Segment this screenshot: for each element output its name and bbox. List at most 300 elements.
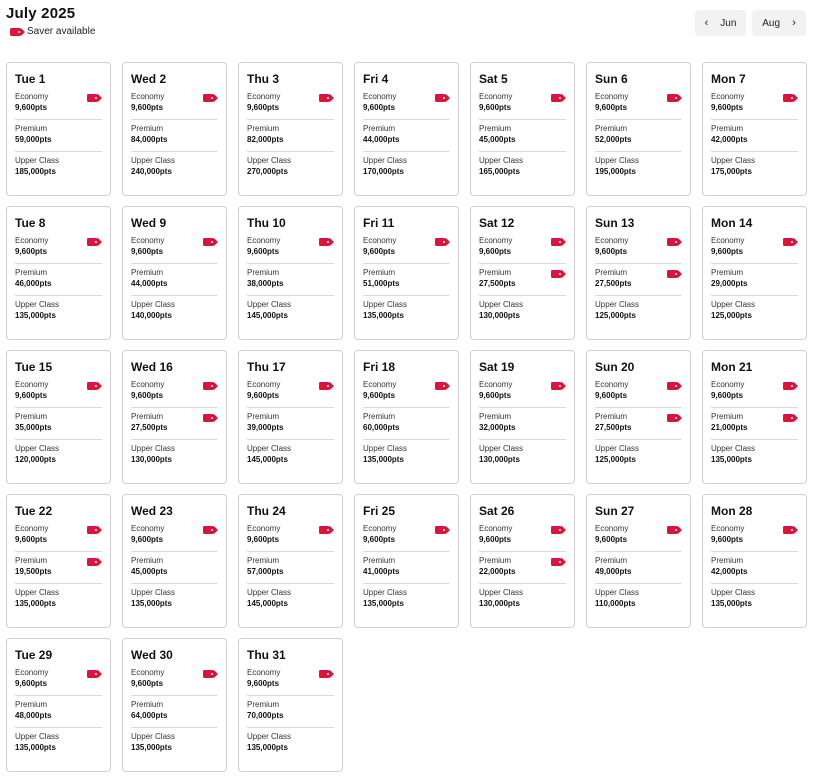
upper-class-fare[interactable] bbox=[131, 444, 218, 471]
economy-label: Economy bbox=[363, 524, 397, 533]
economy-fare[interactable] bbox=[595, 524, 682, 552]
economy-fare[interactable] bbox=[711, 236, 798, 264]
upper-class-fare[interactable] bbox=[15, 588, 102, 615]
premium-price: 44,000pts bbox=[363, 135, 400, 144]
premium-fare[interactable] bbox=[595, 124, 682, 152]
upper-class-fare[interactable] bbox=[711, 444, 798, 471]
economy-fare[interactable] bbox=[15, 668, 102, 696]
premium-fare[interactable] bbox=[479, 412, 566, 440]
premium-label: Premium bbox=[711, 556, 744, 565]
economy-label: Economy bbox=[15, 236, 49, 245]
upper-class-label: Upper Class bbox=[131, 732, 176, 741]
saver-tag-icon bbox=[551, 526, 562, 534]
upper-class-price: 145,000pts bbox=[247, 311, 288, 320]
economy-price: 9,600pts bbox=[15, 679, 48, 688]
upper-class-price: 120,000pts bbox=[15, 455, 56, 464]
upper-class-fare[interactable] bbox=[15, 156, 102, 183]
economy-price: 9,600pts bbox=[363, 391, 396, 400]
premium-price: 42,000pts bbox=[711, 567, 748, 576]
saver-tag-icon bbox=[435, 526, 446, 534]
upper-class-fare[interactable] bbox=[247, 732, 334, 759]
economy-fare[interactable] bbox=[711, 92, 798, 120]
economy-label: Economy bbox=[247, 524, 281, 533]
upper-class-fare[interactable] bbox=[131, 300, 218, 327]
upper-class-price: 130,000pts bbox=[479, 455, 520, 464]
day-card[interactable] bbox=[122, 494, 227, 628]
economy-price: 9,600pts bbox=[247, 679, 280, 688]
economy-label: Economy bbox=[15, 668, 49, 677]
day-label: Wed 23 bbox=[131, 504, 173, 518]
saver-tag-icon bbox=[667, 382, 678, 390]
upper-class-price: 125,000pts bbox=[595, 311, 636, 320]
saver-tag-icon bbox=[319, 526, 330, 534]
economy-label: Economy bbox=[247, 92, 281, 101]
premium-fare[interactable] bbox=[595, 556, 682, 584]
saver-legend-label: Saver available bbox=[27, 26, 96, 37]
upper-class-price: 135,000pts bbox=[711, 599, 752, 608]
economy-fare[interactable] bbox=[131, 236, 218, 264]
premium-price: 27,500pts bbox=[595, 423, 632, 432]
upper-class-price: 125,000pts bbox=[711, 311, 752, 320]
upper-class-label: Upper Class bbox=[363, 300, 408, 309]
day-card[interactable] bbox=[702, 62, 807, 196]
economy-fare[interactable] bbox=[363, 524, 450, 552]
saver-tag-icon bbox=[551, 238, 562, 246]
upper-class-fare[interactable] bbox=[247, 300, 334, 327]
premium-fare[interactable] bbox=[363, 412, 450, 440]
upper-class-price: 170,000pts bbox=[363, 167, 404, 176]
economy-fare[interactable] bbox=[131, 380, 218, 408]
saver-tag-icon bbox=[667, 414, 678, 422]
upper-class-price: 135,000pts bbox=[131, 599, 172, 608]
upper-class-fare[interactable] bbox=[479, 444, 566, 471]
premium-fare[interactable] bbox=[711, 412, 798, 440]
economy-label: Economy bbox=[711, 380, 745, 389]
premium-price: 82,000pts bbox=[247, 135, 284, 144]
premium-price: 59,000pts bbox=[15, 135, 52, 144]
day-label: Fri 4 bbox=[363, 72, 389, 86]
day-card[interactable] bbox=[6, 494, 111, 628]
premium-fare[interactable] bbox=[363, 556, 450, 584]
day-card[interactable] bbox=[6, 638, 111, 772]
calendar-grid bbox=[6, 62, 807, 772]
upper-class-price: 185,000pts bbox=[15, 167, 56, 176]
upper-class-label: Upper Class bbox=[479, 588, 524, 597]
premium-fare[interactable] bbox=[131, 268, 218, 296]
premium-label: Premium bbox=[131, 700, 164, 709]
economy-fare[interactable] bbox=[363, 92, 450, 120]
saver-tag-icon bbox=[783, 526, 794, 534]
day-label: Sun 27 bbox=[595, 504, 635, 518]
day-label: Fri 11 bbox=[363, 216, 395, 230]
premium-fare[interactable] bbox=[479, 124, 566, 152]
premium-label: Premium bbox=[363, 412, 396, 421]
premium-label: Premium bbox=[595, 268, 628, 277]
premium-label: Premium bbox=[595, 556, 628, 565]
premium-fare[interactable] bbox=[131, 700, 218, 728]
upper-class-price: 240,000pts bbox=[131, 167, 172, 176]
upper-class-fare[interactable] bbox=[363, 156, 450, 183]
economy-fare[interactable] bbox=[595, 236, 682, 264]
premium-label: Premium bbox=[15, 124, 48, 133]
premium-label: Premium bbox=[363, 124, 396, 133]
economy-price: 9,600pts bbox=[479, 535, 512, 544]
premium-fare[interactable] bbox=[595, 268, 682, 296]
day-card[interactable] bbox=[470, 62, 575, 196]
upper-class-label: Upper Class bbox=[363, 156, 408, 165]
upper-class-label: Upper Class bbox=[15, 300, 60, 309]
upper-class-fare[interactable] bbox=[479, 156, 566, 183]
economy-price: 9,600pts bbox=[15, 535, 48, 544]
economy-label: Economy bbox=[363, 92, 397, 101]
premium-fare[interactable] bbox=[595, 412, 682, 440]
day-card[interactable] bbox=[354, 350, 459, 484]
day-label: Tue 1 bbox=[15, 72, 46, 86]
saver-tag-icon bbox=[10, 28, 21, 36]
economy-label: Economy bbox=[595, 236, 629, 245]
economy-price: 9,600pts bbox=[479, 103, 512, 112]
saver-tag-icon bbox=[87, 558, 98, 566]
economy-fare[interactable] bbox=[363, 236, 450, 264]
day-card[interactable] bbox=[702, 350, 807, 484]
upper-class-fare[interactable] bbox=[247, 444, 334, 471]
saver-tag-icon bbox=[667, 94, 678, 102]
premium-fare[interactable] bbox=[247, 700, 334, 728]
premium-fare[interactable] bbox=[15, 412, 102, 440]
upper-class-price: 135,000pts bbox=[711, 455, 752, 464]
economy-fare[interactable] bbox=[711, 524, 798, 552]
premium-price: 21,000pts bbox=[711, 423, 748, 432]
upper-class-label: Upper Class bbox=[363, 588, 408, 597]
prev-month-label: Jun bbox=[720, 17, 737, 29]
economy-label: Economy bbox=[15, 380, 49, 389]
economy-price: 9,600pts bbox=[595, 391, 628, 400]
day-card[interactable] bbox=[702, 206, 807, 340]
day-card[interactable] bbox=[586, 206, 691, 340]
day-label: Tue 15 bbox=[15, 360, 53, 374]
upper-class-label: Upper Class bbox=[15, 732, 60, 741]
economy-price: 9,600pts bbox=[15, 391, 48, 400]
day-card[interactable] bbox=[238, 62, 343, 196]
upper-class-fare[interactable] bbox=[595, 300, 682, 327]
premium-price: 41,000pts bbox=[363, 567, 400, 576]
day-label: Sat 12 bbox=[479, 216, 515, 230]
premium-fare[interactable] bbox=[15, 124, 102, 152]
premium-price: 27,500pts bbox=[131, 423, 168, 432]
day-card[interactable] bbox=[6, 62, 111, 196]
economy-price: 9,600pts bbox=[131, 391, 164, 400]
upper-class-label: Upper Class bbox=[247, 732, 292, 741]
upper-class-fare[interactable] bbox=[15, 732, 102, 759]
premium-fare[interactable] bbox=[247, 556, 334, 584]
day-label: Sun 20 bbox=[595, 360, 635, 374]
premium-label: Premium bbox=[479, 124, 512, 133]
economy-label: Economy bbox=[711, 236, 745, 245]
premium-price: 45,000pts bbox=[479, 135, 516, 144]
premium-fare[interactable] bbox=[479, 556, 566, 584]
day-label: Tue 8 bbox=[15, 216, 46, 230]
premium-fare[interactable] bbox=[711, 556, 798, 584]
premium-label: Premium bbox=[131, 124, 164, 133]
economy-label: Economy bbox=[363, 236, 397, 245]
upper-class-price: 130,000pts bbox=[131, 455, 172, 464]
upper-class-price: 110,000pts bbox=[595, 599, 636, 608]
premium-fare[interactable] bbox=[247, 412, 334, 440]
day-label: Wed 30 bbox=[131, 648, 173, 662]
premium-price: 39,000pts bbox=[247, 423, 284, 432]
economy-fare[interactable] bbox=[247, 668, 334, 696]
economy-price: 9,600pts bbox=[711, 247, 744, 256]
premium-label: Premium bbox=[711, 412, 744, 421]
upper-class-label: Upper Class bbox=[595, 588, 640, 597]
upper-class-fare[interactable] bbox=[479, 588, 566, 615]
saver-tag-icon bbox=[435, 94, 446, 102]
premium-label: Premium bbox=[479, 412, 512, 421]
upper-class-fare[interactable] bbox=[131, 588, 218, 615]
economy-fare[interactable] bbox=[247, 236, 334, 264]
economy-price: 9,600pts bbox=[131, 535, 164, 544]
premium-label: Premium bbox=[131, 556, 164, 565]
premium-label: Premium bbox=[247, 268, 280, 277]
premium-price: 32,000pts bbox=[479, 423, 516, 432]
day-card[interactable] bbox=[586, 62, 691, 196]
saver-tag-icon bbox=[203, 382, 214, 390]
upper-class-fare[interactable] bbox=[363, 444, 450, 471]
day-card[interactable] bbox=[586, 494, 691, 628]
upper-class-label: Upper Class bbox=[711, 588, 756, 597]
next-month-button[interactable] bbox=[752, 10, 806, 36]
economy-label: Economy bbox=[595, 524, 629, 533]
economy-fare[interactable] bbox=[363, 380, 450, 408]
upper-class-fare[interactable] bbox=[479, 300, 566, 327]
economy-price: 9,600pts bbox=[711, 391, 744, 400]
economy-fare[interactable] bbox=[15, 92, 102, 120]
upper-class-fare[interactable] bbox=[595, 444, 682, 471]
upper-class-label: Upper Class bbox=[363, 444, 408, 453]
day-card[interactable] bbox=[586, 350, 691, 484]
upper-class-price: 135,000pts bbox=[15, 599, 56, 608]
day-card[interactable] bbox=[6, 206, 111, 340]
chevron-left-icon: ‹ bbox=[704, 16, 709, 29]
economy-price: 9,600pts bbox=[479, 391, 512, 400]
economy-fare[interactable] bbox=[247, 524, 334, 552]
economy-price: 9,600pts bbox=[363, 247, 396, 256]
day-card[interactable] bbox=[6, 350, 111, 484]
day-card[interactable] bbox=[354, 62, 459, 196]
premium-fare[interactable] bbox=[15, 268, 102, 296]
premium-price: 70,000pts bbox=[247, 711, 284, 720]
day-card[interactable] bbox=[470, 206, 575, 340]
economy-label: Economy bbox=[595, 380, 629, 389]
premium-price: 44,000pts bbox=[131, 279, 168, 288]
day-label: Fri 18 bbox=[363, 360, 396, 374]
economy-label: Economy bbox=[595, 92, 629, 101]
upper-class-fare[interactable] bbox=[711, 156, 798, 183]
upper-class-price: 135,000pts bbox=[131, 743, 172, 752]
day-card[interactable] bbox=[470, 494, 575, 628]
day-label: Sat 19 bbox=[479, 360, 515, 374]
economy-fare[interactable] bbox=[595, 92, 682, 120]
premium-price: 27,500pts bbox=[479, 279, 516, 288]
saver-tag-icon bbox=[551, 382, 562, 390]
economy-fare[interactable] bbox=[247, 92, 334, 120]
economy-price: 9,600pts bbox=[247, 247, 280, 256]
day-card[interactable] bbox=[238, 494, 343, 628]
day-label: Fri 25 bbox=[363, 504, 396, 518]
economy-label: Economy bbox=[131, 668, 165, 677]
economy-label: Economy bbox=[363, 380, 397, 389]
economy-fare[interactable] bbox=[479, 236, 566, 264]
saver-tag-icon bbox=[87, 382, 98, 390]
saver-tag-icon bbox=[87, 94, 98, 102]
day-card[interactable] bbox=[122, 206, 227, 340]
economy-label: Economy bbox=[15, 92, 49, 101]
chevron-right-icon: › bbox=[792, 16, 796, 29]
upper-class-fare[interactable] bbox=[15, 444, 102, 471]
premium-label: Premium bbox=[711, 268, 744, 277]
upper-class-fare[interactable] bbox=[15, 300, 102, 327]
economy-fare[interactable] bbox=[131, 668, 218, 696]
prev-month-button[interactable] bbox=[695, 10, 746, 36]
upper-class-label: Upper Class bbox=[711, 444, 756, 453]
premium-fare[interactable] bbox=[247, 124, 334, 152]
premium-price: 57,000pts bbox=[247, 567, 284, 576]
day-card[interactable] bbox=[354, 206, 459, 340]
premium-label: Premium bbox=[595, 124, 628, 133]
day-card[interactable] bbox=[122, 62, 227, 196]
economy-fare[interactable] bbox=[15, 236, 102, 264]
upper-class-fare[interactable] bbox=[711, 588, 798, 615]
economy-price: 9,600pts bbox=[595, 535, 628, 544]
economy-fare[interactable] bbox=[15, 524, 102, 552]
premium-fare[interactable] bbox=[15, 556, 102, 584]
day-card[interactable] bbox=[122, 638, 227, 772]
economy-price: 9,600pts bbox=[131, 103, 164, 112]
premium-fare[interactable] bbox=[131, 124, 218, 152]
saver-tag-icon bbox=[783, 382, 794, 390]
premium-fare[interactable] bbox=[363, 268, 450, 296]
economy-price: 9,600pts bbox=[131, 247, 164, 256]
upper-class-fare[interactable] bbox=[247, 588, 334, 615]
saver-tag-icon bbox=[203, 414, 214, 422]
economy-price: 9,600pts bbox=[247, 391, 280, 400]
day-label: Thu 31 bbox=[247, 648, 286, 662]
premium-price: 60,000pts bbox=[363, 423, 400, 432]
saver-tag-icon bbox=[87, 526, 98, 534]
saver-tag-icon bbox=[783, 414, 794, 422]
upper-class-fare[interactable] bbox=[363, 300, 450, 327]
economy-label: Economy bbox=[479, 236, 513, 245]
economy-label: Economy bbox=[131, 92, 165, 101]
upper-class-label: Upper Class bbox=[595, 444, 640, 453]
premium-price: 46,000pts bbox=[15, 279, 52, 288]
economy-fare[interactable] bbox=[479, 380, 566, 408]
saver-tag-icon bbox=[319, 670, 330, 678]
premium-price: 19,500pts bbox=[15, 567, 52, 576]
upper-class-label: Upper Class bbox=[479, 444, 524, 453]
upper-class-fare[interactable] bbox=[595, 588, 682, 615]
economy-fare[interactable] bbox=[131, 524, 218, 552]
economy-label: Economy bbox=[479, 380, 513, 389]
day-card[interactable] bbox=[238, 638, 343, 772]
saver-tag-icon bbox=[435, 238, 446, 246]
upper-class-fare[interactable] bbox=[131, 156, 218, 183]
day-card[interactable] bbox=[122, 350, 227, 484]
economy-fare[interactable] bbox=[595, 380, 682, 408]
premium-fare[interactable] bbox=[131, 412, 218, 440]
premium-label: Premium bbox=[363, 556, 396, 565]
day-card[interactable] bbox=[238, 206, 343, 340]
economy-price: 9,600pts bbox=[595, 247, 628, 256]
economy-fare[interactable] bbox=[131, 92, 218, 120]
upper-class-price: 175,000pts bbox=[711, 167, 752, 176]
day-label: Mon 7 bbox=[711, 72, 746, 86]
upper-class-fare[interactable] bbox=[711, 300, 798, 327]
premium-label: Premium bbox=[479, 268, 512, 277]
upper-class-price: 140,000pts bbox=[131, 311, 172, 320]
premium-label: Premium bbox=[595, 412, 628, 421]
economy-fare[interactable] bbox=[711, 380, 798, 408]
premium-fare[interactable] bbox=[131, 556, 218, 584]
upper-class-label: Upper Class bbox=[131, 588, 176, 597]
premium-label: Premium bbox=[247, 412, 280, 421]
economy-price: 9,600pts bbox=[595, 103, 628, 112]
premium-label: Premium bbox=[247, 700, 280, 709]
upper-class-label: Upper Class bbox=[479, 300, 524, 309]
premium-fare[interactable] bbox=[711, 124, 798, 152]
premium-price: 29,000pts bbox=[711, 279, 748, 288]
day-card[interactable] bbox=[238, 350, 343, 484]
economy-fare[interactable] bbox=[15, 380, 102, 408]
economy-fare[interactable] bbox=[247, 380, 334, 408]
premium-fare[interactable] bbox=[15, 700, 102, 728]
day-card[interactable] bbox=[354, 494, 459, 628]
saver-tag-icon bbox=[319, 382, 330, 390]
premium-fare[interactable] bbox=[711, 268, 798, 296]
day-label: Sun 6 bbox=[595, 72, 628, 86]
economy-label: Economy bbox=[711, 92, 745, 101]
economy-fare[interactable] bbox=[479, 524, 566, 552]
premium-fare[interactable] bbox=[247, 268, 334, 296]
premium-fare[interactable] bbox=[479, 268, 566, 296]
economy-label: Economy bbox=[247, 236, 281, 245]
upper-class-fare[interactable] bbox=[247, 156, 334, 183]
premium-fare[interactable] bbox=[363, 124, 450, 152]
economy-label: Economy bbox=[479, 524, 513, 533]
upper-class-label: Upper Class bbox=[247, 300, 292, 309]
economy-fare[interactable] bbox=[479, 92, 566, 120]
premium-label: Premium bbox=[711, 124, 744, 133]
saver-tag-icon bbox=[203, 94, 214, 102]
upper-class-price: 130,000pts bbox=[479, 311, 520, 320]
premium-price: 48,000pts bbox=[15, 711, 52, 720]
day-card[interactable] bbox=[702, 494, 807, 628]
upper-class-label: Upper Class bbox=[247, 588, 292, 597]
upper-class-label: Upper Class bbox=[131, 156, 176, 165]
premium-price: 45,000pts bbox=[131, 567, 168, 576]
saver-tag-icon bbox=[783, 238, 794, 246]
day-card[interactable] bbox=[470, 350, 575, 484]
upper-class-price: 135,000pts bbox=[363, 599, 404, 608]
upper-class-fare[interactable] bbox=[595, 156, 682, 183]
economy-label: Economy bbox=[247, 380, 281, 389]
premium-label: Premium bbox=[15, 268, 48, 277]
upper-class-fare[interactable] bbox=[131, 732, 218, 759]
saver-tag-icon bbox=[667, 270, 678, 278]
day-label: Wed 9 bbox=[131, 216, 167, 230]
upper-class-fare[interactable] bbox=[363, 588, 450, 615]
day-label: Mon 14 bbox=[711, 216, 753, 230]
